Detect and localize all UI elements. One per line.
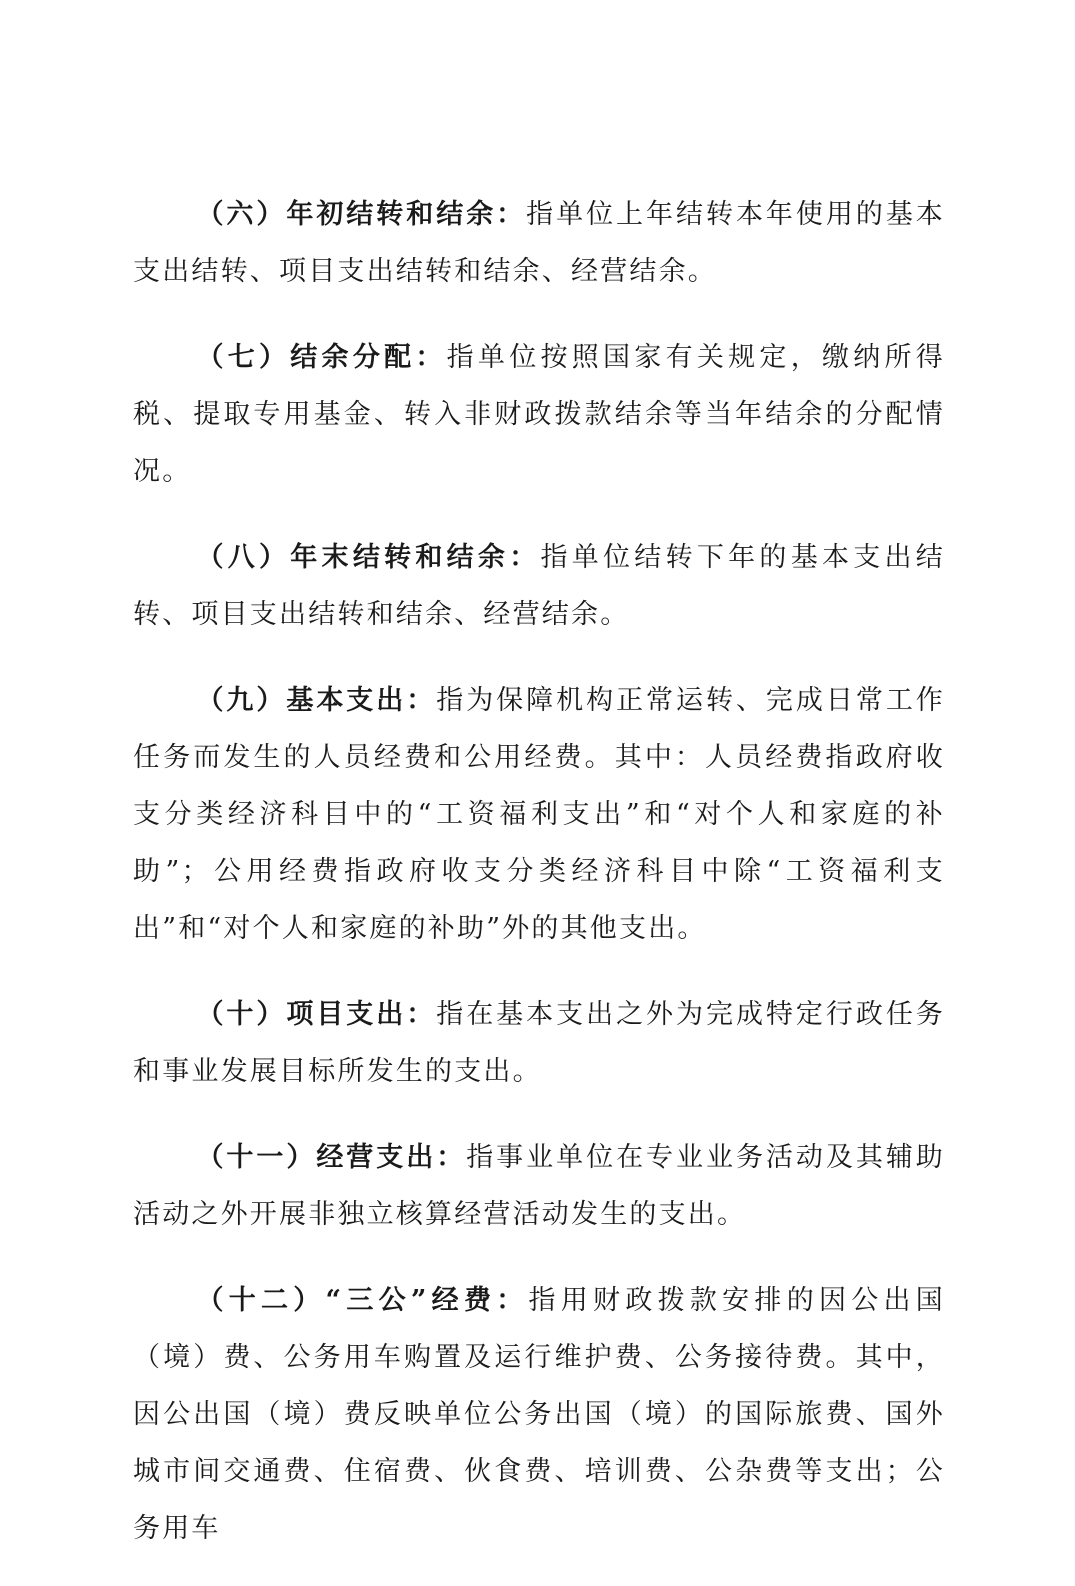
paragraph-project-expenditure bbox=[133, 986, 945, 1100]
document-body bbox=[133, 186, 945, 1586]
term-heading: （八）年末结转和结余： bbox=[196, 542, 541, 573]
term-definition: 指单位结转下年的基本支出结转、项目支出结转和结余、经营结余。 bbox=[133, 542, 945, 630]
paragraph-carryover-beginning bbox=[133, 186, 945, 300]
term-definition: 指单位按照国家有关规定，缴纳所得税、提取专用基金、转入非财政拨款结余等当年结余的分配情况。 bbox=[133, 342, 945, 487]
term-heading: （六）年初结转和结余： bbox=[196, 199, 527, 230]
term-definition: 指事业单位在专业业务活动及其辅助活动之外开展非独立核算经营活动发生的支出。 bbox=[133, 1142, 945, 1230]
paragraph-operating-expenditure bbox=[133, 1129, 945, 1243]
term-heading: （十）项目支出： bbox=[196, 999, 437, 1030]
term-definition: 指在基本支出之外为完成特定行政任务和事业发展目标所发生的支出。 bbox=[133, 999, 945, 1087]
term-heading: （十一）经营支出： bbox=[196, 1142, 467, 1173]
term-heading: （九）基本支出： bbox=[196, 685, 437, 716]
term-definition: 指用财政拨款安排的因公出国（境）费、公务用车购置及运行维护费、公务接待费。其中，因公出国（境）费反映单位公务出国（境）的国际旅费、国外城市间交通费、住宿费、伙食费、培训费、公杂费等支出；公务用车 bbox=[133, 1285, 945, 1544]
term-definition: 指单位上年结转本年使用的基本支出结转、项目支出结转和结余、经营结余。 bbox=[133, 199, 945, 287]
term-heading: （七）结余分配： bbox=[196, 342, 447, 373]
term-definition: 指为保障机构正常运转、完成日常工作任务而发生的人员经费和公用经费。其中：人员经费指政府收支分类经济科目中的“工资福利支出”和“对个人和家庭的补助”；公用经费指政府收支分类经济科目中除“工资福利支出”和“对个人和家庭的补助”外的其他支出。 bbox=[133, 685, 945, 944]
term-heading: （十二）“三公”经费： bbox=[196, 1285, 529, 1316]
paragraph-basic-expenditure bbox=[133, 672, 945, 957]
paragraph-three-public-funds bbox=[133, 1272, 945, 1557]
paragraph-surplus-distribution bbox=[133, 329, 945, 500]
paragraph-carryover-end bbox=[133, 529, 945, 643]
